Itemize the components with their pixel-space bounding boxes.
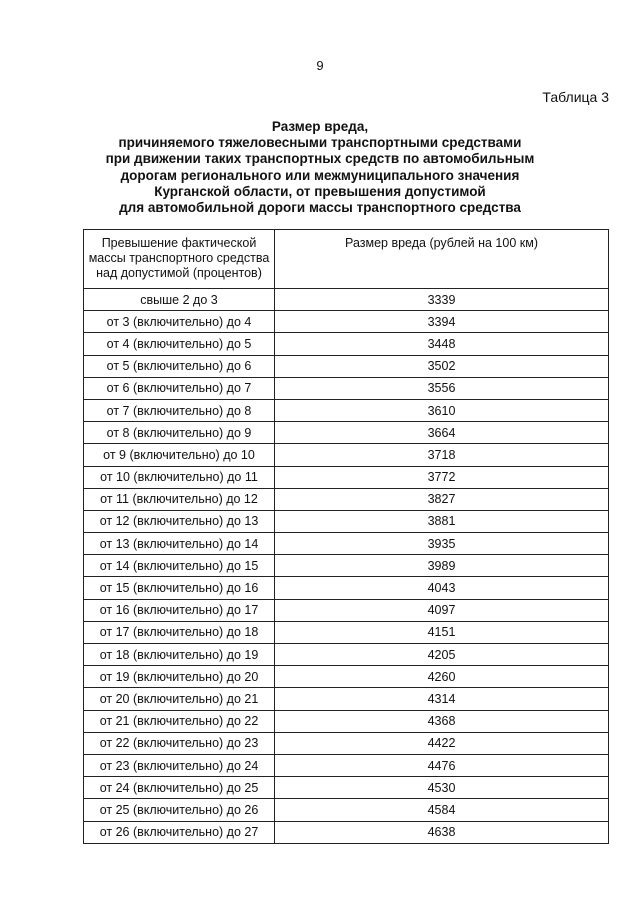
- excess-range-cell: от 26 (включительно) до 27: [84, 821, 275, 843]
- table-row: [84, 644, 609, 666]
- harm-amount-cell: 4151: [275, 621, 609, 643]
- excess-range-cell: от 12 (включительно) до 13: [84, 510, 275, 532]
- excess-range-cell: от 4 (включительно) до 5: [84, 333, 275, 355]
- harm-amount-cell: 3556: [275, 377, 609, 399]
- table-header-row: [84, 230, 609, 289]
- title-line: дорогам регионального или межмуниципального значения: [120, 167, 520, 183]
- harm-amount-cell: 3664: [275, 422, 609, 444]
- harm-amount-cell: 3827: [275, 488, 609, 510]
- excess-range-cell: от 6 (включительно) до 7: [84, 377, 275, 399]
- excess-range-cell: от 15 (включительно) до 16: [84, 577, 275, 599]
- excess-range-cell: от 25 (включительно) до 26: [84, 799, 275, 821]
- harm-amount-cell: 4260: [275, 666, 609, 688]
- harm-amount-cell: 3339: [275, 289, 609, 311]
- excess-range-cell: от 13 (включительно) до 14: [84, 533, 275, 555]
- table-row: [84, 289, 609, 311]
- table-row: [84, 821, 609, 843]
- excess-range-cell: от 14 (включительно) до 15: [84, 555, 275, 577]
- title-line: для автомобильной дороги массы транспортного средства: [119, 200, 521, 216]
- excess-range-cell: от 10 (включительно) до 11: [84, 466, 275, 488]
- table-row: [84, 444, 609, 466]
- excess-range-cell: от 3 (включительно) до 4: [84, 311, 275, 333]
- table-row: [84, 710, 609, 732]
- title-line: причиняемого тяжеловесными транспортными средствами: [118, 135, 522, 151]
- harm-amount-cell: 4368: [275, 710, 609, 732]
- excess-range-cell: от 19 (включительно) до 20: [84, 666, 275, 688]
- table-label: Таблица 3: [542, 89, 609, 105]
- table-row: [84, 533, 609, 555]
- harm-amount-cell: 3935: [275, 533, 609, 555]
- document-title: [60, 119, 580, 216]
- table-row: [84, 555, 609, 577]
- harm-amount-cell: 4476: [275, 754, 609, 776]
- table-row: [84, 732, 609, 754]
- harm-amount-cell: 3772: [275, 466, 609, 488]
- harm-amount-cell: 4584: [275, 799, 609, 821]
- page-number: 9: [316, 58, 324, 73]
- table-row: [84, 754, 609, 776]
- table-row: [84, 777, 609, 799]
- table-row: [84, 488, 609, 510]
- excess-range-cell: от 23 (включительно) до 24: [84, 754, 275, 776]
- title-line: Курганской области, от превышения допустимой: [154, 183, 486, 199]
- harm-amount-cell: 3881: [275, 510, 609, 532]
- table-row: [84, 577, 609, 599]
- harm-amount-cell: 3718: [275, 444, 609, 466]
- table-row: [84, 399, 609, 421]
- harm-amount-cell: 3989: [275, 555, 609, 577]
- excess-range-cell: от 11 (включительно) до 12: [84, 488, 275, 510]
- harm-amount-cell: 4530: [275, 777, 609, 799]
- excess-range-cell: от 16 (включительно) до 17: [84, 599, 275, 621]
- harm-amount-cell: 4638: [275, 821, 609, 843]
- harm-amount-cell: 4314: [275, 688, 609, 710]
- excess-range-cell: от 17 (включительно) до 18: [84, 621, 275, 643]
- table-row: [84, 466, 609, 488]
- harm-amount-cell: 4043: [275, 577, 609, 599]
- table-row: [84, 510, 609, 532]
- harm-amount-cell: 3394: [275, 311, 609, 333]
- harm-table: [83, 229, 609, 844]
- harm-amount-cell: 3502: [275, 355, 609, 377]
- table-row: [84, 311, 609, 333]
- table-row: [84, 688, 609, 710]
- excess-range-cell: от 8 (включительно) до 9: [84, 422, 275, 444]
- excess-range-cell: от 9 (включительно) до 10: [84, 444, 275, 466]
- column-header-harm: Размер вреда (рублей на 100 км): [275, 230, 609, 289]
- harm-amount-cell: 4097: [275, 599, 609, 621]
- title-line: Размер вреда,: [271, 119, 369, 134]
- table-row: [84, 799, 609, 821]
- excess-range-cell: от 21 (включительно) до 22: [84, 710, 275, 732]
- table-row: [84, 422, 609, 444]
- excess-range-cell: от 7 (включительно) до 8: [84, 399, 275, 421]
- harm-amount-cell: 4422: [275, 732, 609, 754]
- table-row: [84, 333, 609, 355]
- excess-range-cell: от 20 (включительно) до 21: [84, 688, 275, 710]
- title-line: при движении таких транспортных средств по автомобильным: [105, 151, 535, 167]
- table-row: [84, 377, 609, 399]
- excess-range-cell: свыше 2 до 3: [84, 289, 275, 311]
- excess-range-cell: от 22 (включительно) до 23: [84, 732, 275, 754]
- excess-range-cell: от 18 (включительно) до 19: [84, 644, 275, 666]
- table-row: [84, 621, 609, 643]
- excess-range-cell: от 5 (включительно) до 6: [84, 355, 275, 377]
- harm-amount-cell: 4205: [275, 644, 609, 666]
- column-header-excess: Превышение фактической массы транспортного средства над допустимой (процентов): [84, 230, 275, 289]
- harm-amount-cell: 3610: [275, 399, 609, 421]
- excess-range-cell: от 24 (включительно) до 25: [84, 777, 275, 799]
- table-row: [84, 599, 609, 621]
- table-row: [84, 355, 609, 377]
- harm-amount-cell: 3448: [275, 333, 609, 355]
- table-body: [84, 289, 609, 844]
- table-row: [84, 666, 609, 688]
